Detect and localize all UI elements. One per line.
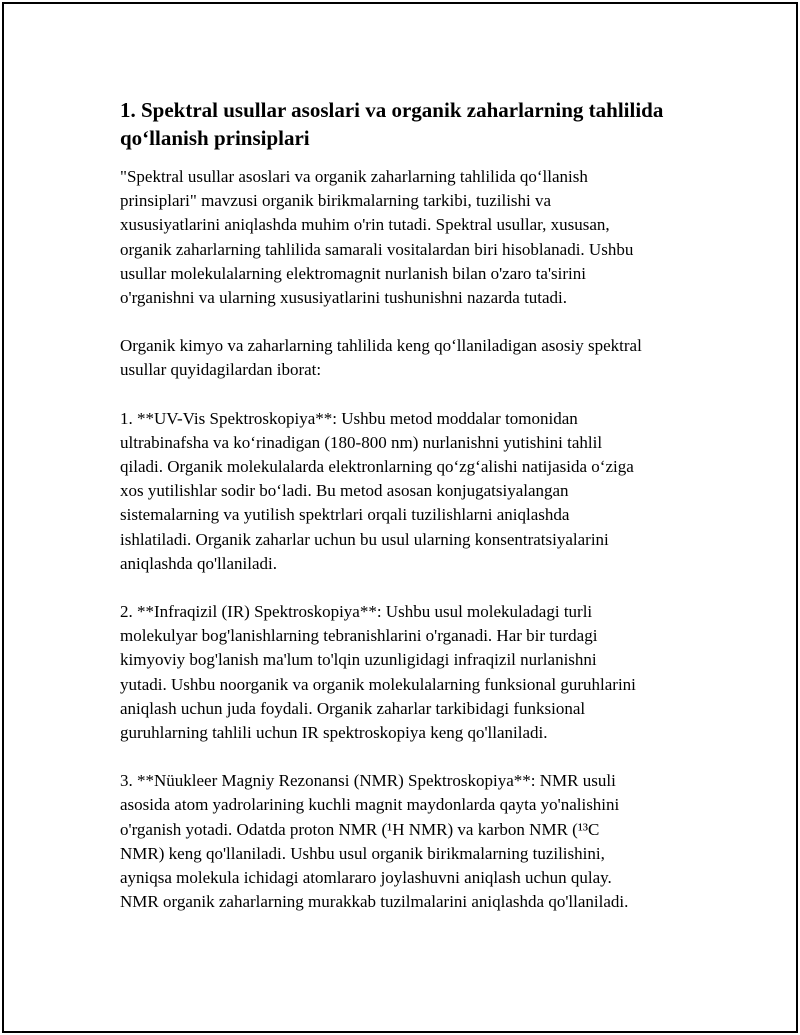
page-frame	[2, 2, 798, 1033]
document-title: 1. Spektral usullar asoslari va organik zaharlarning tahlilida qo‘llanish prinsiplari	[120, 98, 664, 150]
intro-paragraph: "Spektral usullar asoslari va organik zaharlarning tahlilida qo‘llanish prinsiplari" mavzusi organik birikmalarning tarkibi, tuzilishi va xususiyatlarini aniqlashda muhim o'rin tutadi. Spektral usullar, xususan, organik zaharlarning tahlilida samarali vositalardan biri hisoblanadi. Ushbu usullar molekulalarning elektromagnit nurlanish bilan o'zaro ta'sirini o'rganishni va ularning xususiyatlarini tushunishni nazarda tutadi.	[120, 167, 634, 308]
ir-paragraph: 2. **Infraqizil (IR) Spektroskopiya**: Ushbu usul molekuladagi turli molekulyar bog'lanishlarning tebranishlarini o'rganadi. Har bir turdagi kimyoviy bog'lanish ma'lum to'lqin uzunligidagi infraqizil nurlanishni yutadi. Ushbu noorganik va organik molekulalarning funksional guruhlarini aniqlash uchun juda foydali. Organik zaharlar tarkibidagi funksional guruhlarning tahlili uchun IR spektroskopiya keng qo'llaniladi.	[120, 602, 636, 743]
document-body	[120, 96, 700, 938]
uv-vis-paragraph: 1. **UV-Vis Spektroskopiya**: Ushbu metod moddalar tomonidan ultrabinafsha va ko‘rinadigan (180-800 nm) nurlanishni yutishini tahlil qiladi. Organik molekulalarda elektronlarning qo‘zg‘alishi natijasida o‘ziga xos yutilishlar sodir bo‘ladi. Bu metod asosan konjugatsiyalangan sistemalarning va yutilish spektrlari orqali tuzilishlarni aniqlashda ishlatiladi. Organik zaharlar uchun bu usul ularning konsentratsiyalarini aniqlashda qo'llaniladi.	[120, 408, 634, 573]
nmr-paragraph: 3. **Nüukleer Magniy Rezonansi (NMR) Spektroskopiya**: NMR usuli asosida atom yadrolarining kuchli magnit maydonlarda qayta yo'nalishini o'rganish yotadi. Odatda proton NMR (¹H NMR) va karbon NMR (¹³C NMR) keng qo'llaniladi. Ushbu usul organik birikmalarning tuzilishini, ayniqsa molekula ichidagi atomlararo joylashuvni aniqlash uchun qulay. NMR organik zaharlarning murakkab tuzilmalarini aniqlashda qo'llaniladi.	[120, 771, 629, 912]
methods-intro-paragraph: Organik kimyo va zaharlarning tahlilida keng qo‘llaniladigan asosiy spektral usullar quyidagilardan iborat:	[120, 336, 642, 380]
